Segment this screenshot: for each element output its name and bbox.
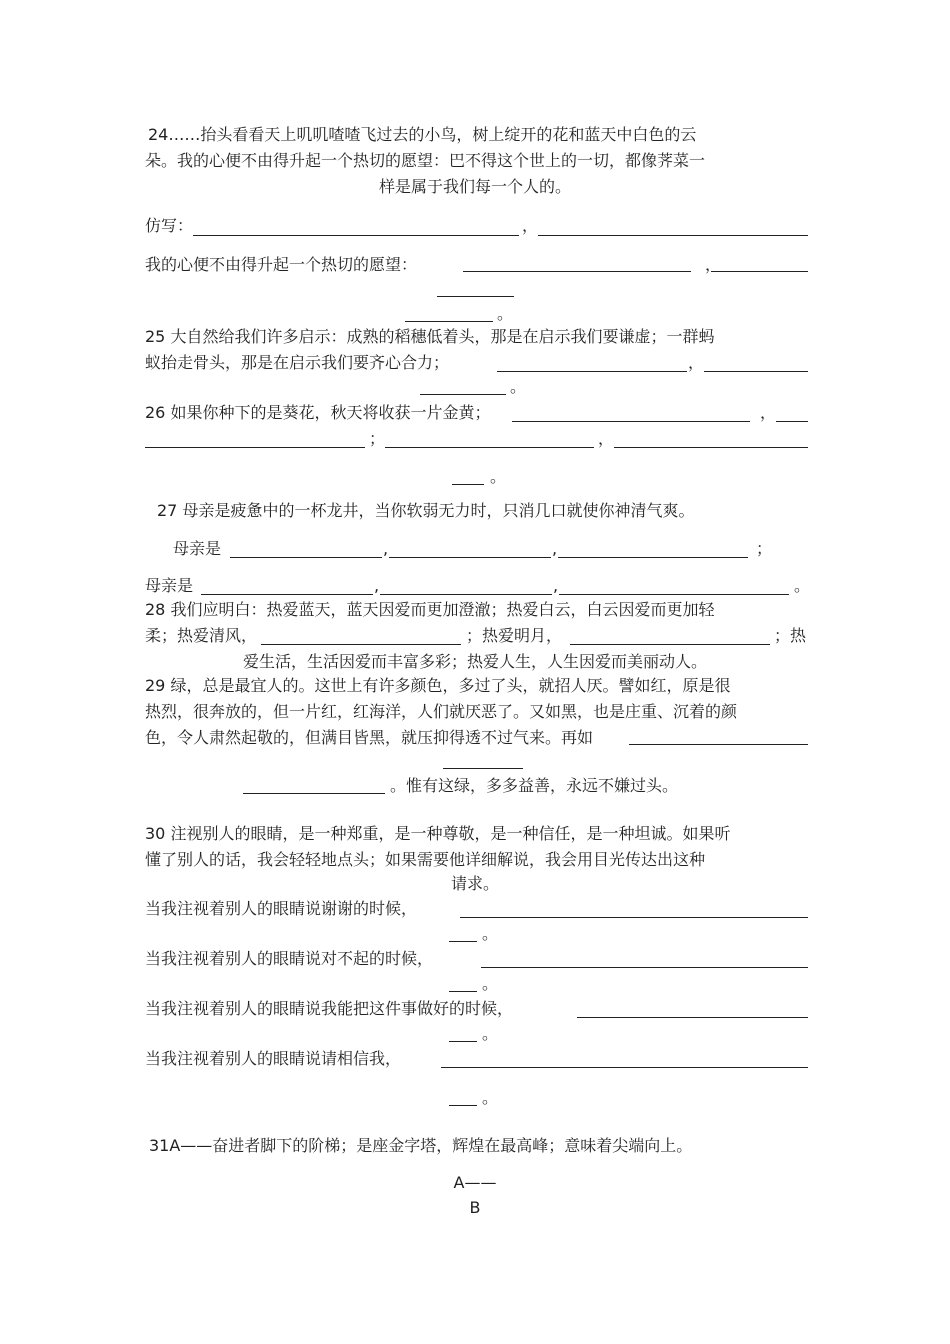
q30-blank-thanks-cont[interactable] (449, 941, 477, 942)
q31-answer-b: B (469, 1198, 481, 1217)
q24-wish-comma: ， (705, 255, 722, 274)
q25-blank-1[interactable] (497, 371, 687, 372)
q30-sentence-thanks: 当我注视着别人的眼睛说谢谢的时候， (145, 899, 418, 918)
q25-line-2: 蚁抬走骨头，那是在启示我们要齐心合力； (145, 353, 450, 372)
q29-blank-1[interactable] (629, 744, 808, 745)
q25-period: 。 (510, 377, 527, 396)
q26-semicolon: ； (369, 429, 386, 448)
q24-fangxie-label: 仿写： (145, 216, 194, 235)
q27-blank-2[interactable] (389, 557, 551, 558)
q29-line-4: 。惟有这绿，多多益善，永远不嫌过头。 (390, 776, 679, 795)
q30-sentence-sorry: 当我注视着别人的眼睛说对不起的时候， (145, 949, 434, 968)
q27-blank-5[interactable] (380, 594, 552, 595)
q25-line-1: 25 大自然给我们许多启示：成熟的稻穗低着头，那是在启示我们要谦虚；一群蚂 (145, 327, 715, 346)
q26-blank-2[interactable] (776, 421, 808, 422)
q30-blank-sorry[interactable] (481, 967, 808, 968)
q28-line-1: 28 我们应明白：热爱蓝天，蓝天因爱而更加澄澈；热爱白云，白云因爱而更加轻 (145, 600, 715, 619)
q27-mother-label-2: 母亲是 (145, 576, 194, 595)
q30-line-3: 请求。 (450, 874, 499, 893)
q28-line-3: 爱生活，生活因爱而丰富多彩；热爱人生，人生因爱而美丽动人。 (242, 652, 707, 671)
q27-mother-label-1: 母亲是 (173, 539, 222, 558)
q30-blank-sorry-cont[interactable] (449, 991, 477, 992)
q24-blank-3[interactable] (463, 271, 691, 272)
q27-semicolon: ； (756, 539, 773, 558)
q29-line-2: 热烈，很奔放的，但一片红，红海洋，人们就厌恶了。又如黑，也是庄重、沉着的颜 (145, 702, 738, 721)
q30-blank-thanks[interactable] (460, 917, 808, 918)
q27-line-1: 27 母亲是疲惫中的一杯龙井，当你软弱无力时，只消几口就使你神清气爽。 (157, 501, 695, 520)
q25-comma: ， (688, 353, 705, 372)
q31-line-1: 31A——奋进者脚下的阶梯；是座金字塔，辉煌在最高峰；意味着尖端向上。 (149, 1136, 693, 1155)
q27-comma-4: , (553, 576, 559, 595)
q25-blank-3[interactable] (420, 394, 506, 395)
q28-line-2a: 柔；热爱清风， (145, 626, 258, 645)
q27-blank-4[interactable] (201, 594, 373, 595)
q29-line-3: 色，令人肃然起敬的，但满目皆黑，就压抑得透不过气来。再如 (145, 728, 594, 747)
q30-sentence-trust: 当我注视着别人的眼睛说请相信我， (145, 1049, 402, 1068)
q30-period-1: 。 (482, 924, 499, 943)
q26-period: 。 (490, 467, 507, 486)
q24-blank-2[interactable] (538, 235, 808, 236)
q24-comma: ， (522, 216, 539, 235)
q25-blank-2[interactable] (704, 371, 808, 372)
q26-line-1: 26 如果你种下的是葵花，秋天将收获一片金黄； (145, 403, 491, 422)
q26-comma-2: ， (598, 429, 615, 448)
q29-blank-2[interactable] (443, 768, 523, 769)
q30-blank-cando[interactable] (577, 1017, 808, 1018)
q30-period-3: 。 (482, 1024, 499, 1043)
q29-blank-3[interactable] (243, 793, 385, 794)
q28-line-2b: ；热爱明月， (466, 626, 563, 645)
q29-line-1: 29 绿，总是最宜人的。这世上有许多颜色，多过了头，就招人厌。譬如红，原是很 (145, 676, 731, 695)
q30-blank-cando-cont[interactable] (449, 1041, 477, 1042)
q27-period: 。 (794, 576, 811, 595)
q30-line-2: 懂了别人的话，我会轻轻地点头；如果需要他详细解说，我会用目光传达出这种 (145, 850, 706, 869)
q30-blank-trust-cont[interactable] (449, 1105, 477, 1106)
q24-blank-1[interactable] (193, 235, 519, 236)
q27-blank-1[interactable] (230, 557, 382, 558)
q24-period: 。 (497, 304, 514, 323)
q30-sentence-cando: 当我注视着别人的眼睛说我能把这件事做好的时候， (145, 999, 514, 1018)
q24-blank-5[interactable] (437, 296, 514, 297)
q24-line-2: 朵。我的心便不由得升起一个热切的愿望：巴不得这个世上的一切，都像荠菜一 (145, 151, 706, 170)
q31-answer-a: A—— (453, 1173, 497, 1192)
q27-blank-6[interactable] (559, 594, 789, 595)
q30-line-1: 30 注视别人的眼睛，是一种郑重，是一种尊敬，是一种信任，是一种坦诚。如果听 (145, 824, 731, 843)
q24-line-1: 24……抬头看看天上叽叽喳喳飞过去的小鸟，树上绽开的花和蓝天中白色的云 (148, 125, 697, 144)
q26-blank-3[interactable] (145, 447, 365, 448)
q27-comma-3: , (374, 576, 380, 595)
q28-blank-1[interactable] (261, 644, 461, 645)
q27-comma-2: , (552, 539, 558, 558)
q24-blank-4[interactable] (711, 271, 808, 272)
q30-period-2: 。 (482, 974, 499, 993)
q26-comma-1: ， (760, 403, 777, 422)
q27-blank-3[interactable] (558, 557, 748, 558)
q26-blank-6[interactable] (452, 484, 484, 485)
q30-period-4: 。 (482, 1088, 499, 1107)
q24-wish-label: 我的心便不由得升起一个热切的愿望： (145, 255, 418, 274)
q27-comma-1: , (383, 539, 389, 558)
q30-blank-trust[interactable] (441, 1067, 808, 1068)
q26-blank-1[interactable] (512, 421, 750, 422)
q26-blank-5[interactable] (614, 447, 808, 448)
q28-blank-2[interactable] (570, 644, 770, 645)
q26-blank-4[interactable] (385, 447, 594, 448)
q28-line-2c: ；热 (774, 626, 807, 645)
q24-line-3: 样是属于我们每一个人的。 (378, 177, 571, 196)
q24-blank-6[interactable] (405, 321, 493, 322)
